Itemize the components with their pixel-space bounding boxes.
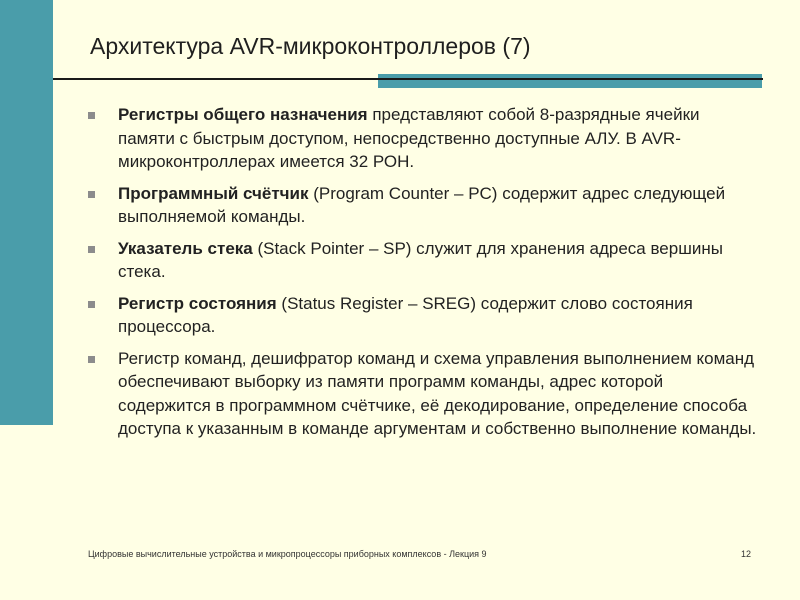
bullet-term: Регистр состояния [118, 293, 277, 313]
square-bullet-icon [88, 191, 95, 198]
bullet-text: представляют собой 8-разрядные ячейки памяти с быстрым доступом, непосредственно доступные АЛУ. В AVR-микроконтроллерах имеется 32 РОН. [118, 105, 700, 171]
bullet-item-status-register [88, 292, 760, 339]
square-bullet-icon [88, 356, 95, 363]
square-bullet-icon [88, 246, 95, 253]
square-bullet-icon [88, 301, 95, 308]
left-accent-bar [0, 0, 53, 425]
title-accent-bar [378, 74, 762, 88]
page-number: 12 [741, 549, 752, 559]
bullet-item-general-registers [88, 103, 760, 174]
bullet-term: Регистры общего назначения [118, 105, 368, 124]
title-underline [53, 78, 763, 80]
slide-title: Архитектура AVR-микроконтроллеров (7) [90, 33, 531, 59]
bullet-item-program-counter [88, 182, 760, 229]
slide-footer: Цифровые вычислительные устройства и микропроцессоры приборных комплексов - Лекция 9 [88, 549, 487, 559]
square-bullet-icon [88, 112, 95, 119]
bullet-text: (Stack Pointer – SP) служит для хранения адреса вершины стека. [118, 238, 723, 281]
bullet-text: (Status Register – SREG) содержит слово состояния процессора. [118, 293, 693, 336]
slide-content [88, 103, 760, 449]
bullet-item-instruction-register [88, 347, 760, 441]
bullet-text: (Program Counter – PC) содержит адрес следующей выполняемой команды. [118, 183, 726, 226]
bullet-term: Программный счётчик [118, 183, 309, 203]
bullet-term: Указатель стека [118, 238, 253, 258]
bullet-text: Регистр команд, дешифратор команд и схема управления выполнением команд обеспечивают выборку из памяти программ команды, адрес которой содержится в программном счётчике, её декодирование, определение способа доступа к указанным в команде аргументам и собственно выполнение команды. [118, 348, 757, 438]
bullet-item-stack-pointer [88, 237, 760, 284]
